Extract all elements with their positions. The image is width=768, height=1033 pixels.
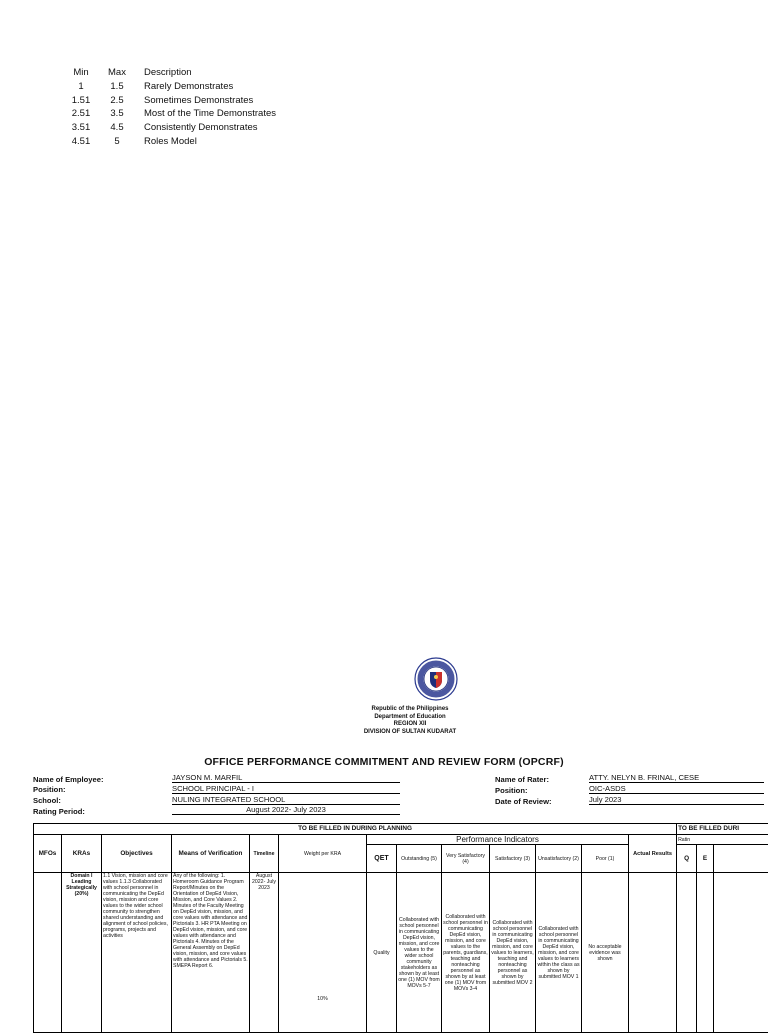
max-value: 2.5 <box>102 94 132 108</box>
max-value: 3.5 <box>102 107 132 121</box>
max-value: 1.5 <box>102 80 132 94</box>
qet-cell: Quality <box>367 873 397 1033</box>
rater-position-label: Position: <box>495 786 527 795</box>
rating-scale-row <box>60 94 276 108</box>
employee-name-label: Name of Employee: <box>33 775 103 784</box>
planning-header: TO BE FILLED IN DURING PLANNING <box>34 824 677 835</box>
max-header: Max <box>102 66 132 80</box>
review-date-value: July 2023 <box>589 795 764 805</box>
rating-extra-header <box>714 845 768 873</box>
satisfactory-cell: Collaborated with school personnel in communicating DepEd vision, mission, and core values to learners, teaching and nonteaching personnel as shown by submitted MOV 2 <box>490 873 536 1033</box>
mfo-cell <box>34 873 62 1033</box>
rating-extra-cell <box>714 873 768 1033</box>
description-header: Description <box>144 66 192 80</box>
very-satisfactory-header: Very Satisfactory (4) <box>442 845 490 873</box>
header-line-region: REGION XII <box>300 721 520 729</box>
employee-name-value: JAYSON M. MARFIL <box>172 773 400 783</box>
performance-indicators-header: Performance Indicators <box>367 835 629 845</box>
satisfactory-header: Satisfactory (3) <box>490 845 536 873</box>
min-header: Min <box>60 66 102 80</box>
rating-period-label: Rating Period: <box>33 807 85 816</box>
unsatisfactory-header: Unsatisfactory (2) <box>536 845 582 873</box>
min-value: 4.51 <box>60 135 102 149</box>
opcrf-table <box>33 823 768 1033</box>
school-value: NULING INTEGRATED SCHOOL <box>172 795 400 805</box>
description-value: Roles Model <box>144 135 197 149</box>
rater-name-label: Name of Rater: <box>495 775 549 784</box>
rating-scale-table <box>60 66 276 149</box>
rating-scale-row <box>60 80 276 94</box>
objectives-header: Objectives <box>102 835 172 873</box>
timeline-header: Timeline <box>250 835 279 873</box>
max-value: 5 <box>102 135 132 149</box>
q-cell <box>677 873 697 1033</box>
mov-header: Means of Verification <box>172 835 250 873</box>
table-row <box>34 873 768 1033</box>
max-value: 4.5 <box>102 121 132 135</box>
employee-position-label: Position: <box>33 785 65 794</box>
rating-scale-row <box>60 121 276 135</box>
kra-cell: Domain I Leading Strategically (20%) <box>62 873 102 1033</box>
rating-scale-header <box>60 66 276 80</box>
kras-header: KRAs <box>62 835 102 873</box>
indicator-header-row <box>34 835 768 845</box>
header-line-division: DIVISION OF SULTAN KUDARAT <box>300 729 520 737</box>
description-value: Consistently Demonstrates <box>144 121 258 135</box>
review-date-label: Date of Review: <box>495 797 552 806</box>
description-value: Rarely Demonstrates <box>144 80 233 94</box>
very-satisfactory-cell: Collaborated with school personnel in communicating DepEd vision, mission, and core values to the parents, guardians, teaching and nonteaching personnel as shown by at least one (1) MOV from MOVs 3-4 <box>442 873 490 1033</box>
actual-results-cell <box>629 873 677 1033</box>
poor-cell: No acceptable evidence was shown <box>582 873 629 1033</box>
school-label: School: <box>33 796 61 805</box>
rating-scale-row <box>60 107 276 121</box>
mfos-header: MFOs <box>34 835 62 873</box>
min-value: 2.51 <box>60 107 102 121</box>
e-header: E <box>697 845 714 873</box>
deped-seal-icon <box>414 657 458 701</box>
agency-header <box>300 706 520 736</box>
min-value: 1.51 <box>60 94 102 108</box>
rating-header: Ratin <box>677 835 768 845</box>
rater-position-value: OIC-ASDS <box>589 784 764 794</box>
q-header: Q <box>677 845 697 873</box>
review-header: TO BE FILLED DURI <box>677 824 768 835</box>
unsatisfactory-cell: Collaborated with school personnel in communicating DepEd vision, mission, and core values to learners within the class as shown by submitted MOV 1 <box>536 873 582 1033</box>
weight-cell: 10% <box>279 873 367 1033</box>
weight-header: Weight per KRA <box>279 835 367 873</box>
header-line-republic: Republic of the Philippines <box>300 706 520 714</box>
section-header-row <box>34 824 768 835</box>
rating-scale-row <box>60 135 276 149</box>
e-cell <box>697 873 714 1033</box>
description-value: Sometimes Demonstrates <box>144 94 253 108</box>
qet-header: QET <box>367 845 397 873</box>
form-title: OFFICE PERFORMANCE COMMITMENT AND REVIEW FORM (OPCRF) <box>0 756 768 768</box>
timeline-cell: August 2022- July 2023 <box>250 873 279 1033</box>
min-value: 3.51 <box>60 121 102 135</box>
objective-cell: 1.1 Vision, mission and core values 1.1.3 Collaborated with school personnel in communicating the DepEd vision, mission and core values to the wider school community to strengthen shared understanding and alignment of school policies, programs, projects and activities <box>102 873 172 1033</box>
outstanding-cell: Collaborated with school personnel in communicating DepEd vision, mission, and core values to the wider school community stakeholders as shown by at least one (1) MOV from MOVs 5-7 <box>397 873 442 1033</box>
description-value: Most of the Time Demonstrates <box>144 107 276 121</box>
header-line-department: Department of Education <box>300 714 520 722</box>
mov-cell: Any of the following: 1. Homeroom Guidance Program Report/Minutes on the Orientation of DepEd Vision, Mission, and Core Values 2. Minutes of the Faculty Meeting on DepEd vision, mission, and core values with attendance and Pictorials 3. HR PTA Meeting on DepEd vision, mission, and core values with attendance and Pictorials 4. Minutes of the General Assembly on DepEd vision, mission, and core values with attendance and Pictorials 5. SMEPA Report 6. <box>172 873 250 1033</box>
rater-name-value: ATTY. NELYN B. FRINAL, CESE <box>589 773 764 783</box>
outstanding-header: Outstanding (5) <box>397 845 442 873</box>
poor-header: Poor (1) <box>582 845 629 873</box>
min-value: 1 <box>60 80 102 94</box>
rating-period-value: August 2022- July 2023 <box>172 805 400 815</box>
actual-results-header: Actual Results <box>629 835 677 873</box>
employee-position-value: SCHOOL PRINCIPAL - I <box>172 784 400 794</box>
